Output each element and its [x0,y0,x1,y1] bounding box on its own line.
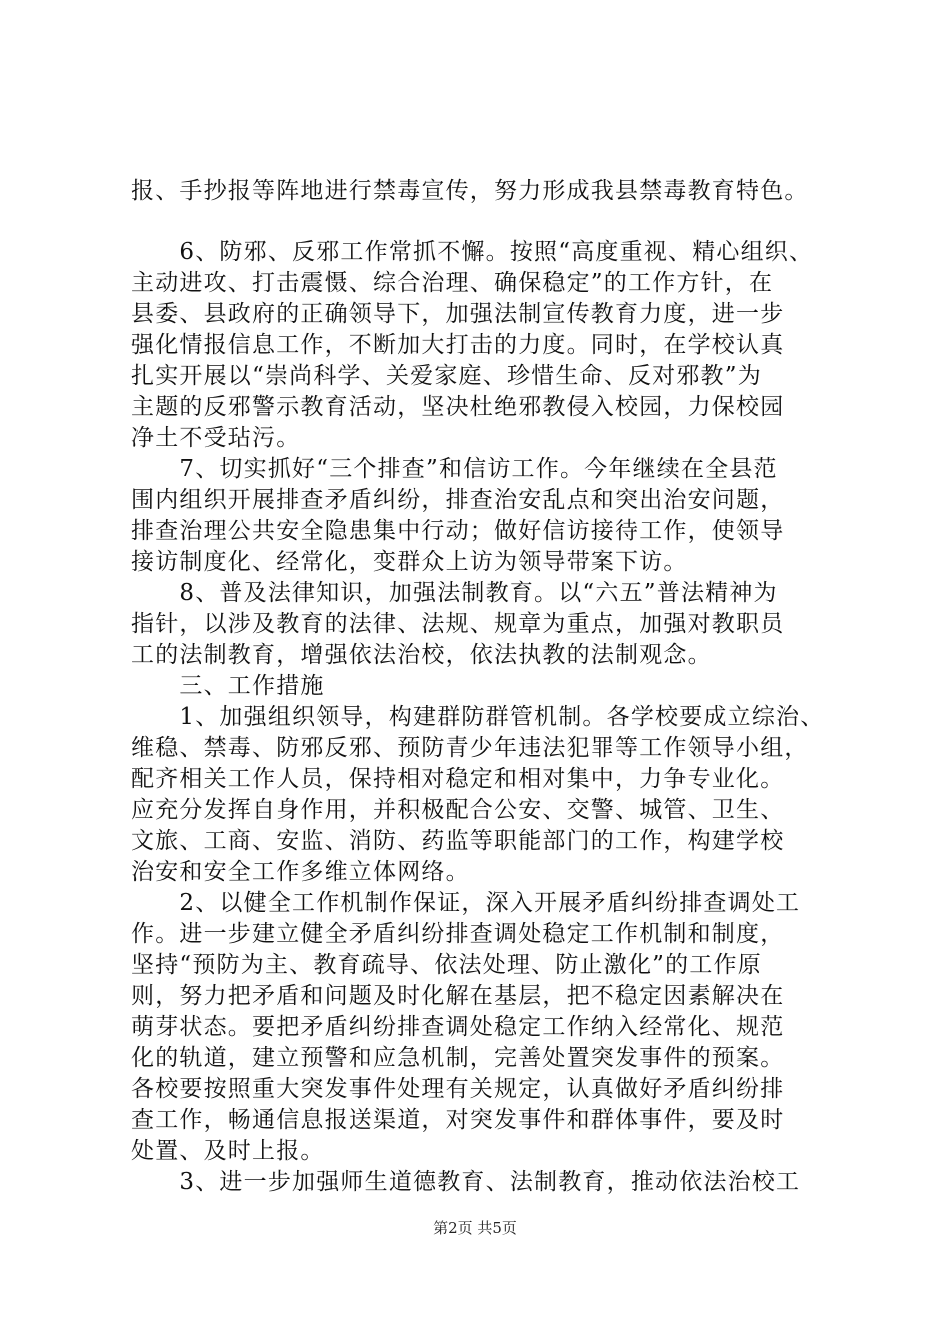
text-line: 文旅、工商、安监、消防、药监等职能部门的工作，构建学校 [131,828,785,854]
text-line: 作。进一步建立健全矛盾纠纷排查调处稳定工作机制和制度， [131,921,785,947]
text-line: 排查治理公共安全隐患集中行动；做好信访接待工作，使领导 [131,518,785,544]
text-line: 主动进攻、打击震慑、综合治理、确保稳定”的工作方针，在 [131,270,774,296]
text-line: 8、普及法律知识，加强法制教育。以“六五”普法精神为 [131,580,778,606]
text-line: 治安和安全工作多维立体网络。 [131,859,470,885]
text-line: 配齐相关工作人员，保持相对稳定和相对集中，力争专业化。 [131,766,785,792]
text-line: 坚持“预防为主、教育疏导、依法处理、防止激化”的工作原 [131,952,762,978]
text-line: 7、切实抓好“三个排查”和信访工作。今年继续在全县范 [131,456,778,482]
text-line: 扎实开展以“崇尚科学、关爱家庭、珍惜生命、反对邪教”为 [131,363,762,389]
text-line: 报、手抄报等阵地进行禁毒宣传，努力形成我县禁毒教育特色。 [131,178,809,204]
text-line: 围内组织开展排查矛盾纠纷，排查治安乱点和突出治安问题， [131,487,785,513]
text-line: 强化情报信息工作，不断加大打击的力度。同时，在学校认真 [131,332,785,358]
text-line: 萌芽状态。要把矛盾纠纷排查调处稳定工作纳入经常化、规范 [131,1014,785,1040]
text-line: 6、防邪、反邪工作常抓不懈。按照“高度重视、精心组织、 [131,239,814,265]
text-line: 接访制度化、经常化，变群众上访为领导带案下访。 [131,549,688,575]
text-line: 各校要按照重大突发事件处理有关规定，认真做好矛盾纠纷排 [131,1076,785,1102]
text-line: 工的法制教育，增强依法治校，依法执教的法制观念。 [131,642,712,668]
section-heading: 三、工作措施 [131,673,325,699]
text-line: 处置、及时上报。 [131,1138,325,1164]
page-number-footer: 第2页 共5页 [433,1219,517,1237]
text-line: 查工作，畅通信息报送渠道，对突发事件和群体事件，要及时 [131,1107,785,1133]
text-line: 净土不受玷污。 [131,425,301,451]
text-line: 1、加强组织领导，构建群防群管机制。各学校要成立综治、 [131,704,825,730]
text-line: 主题的反邪警示教育活动，坚决杜绝邪教侵入校园，力保校园 [131,394,785,420]
text-line: 维稳、禁毒、防邪反邪、预防青少年违法犯罪等工作领导小组， [131,735,809,761]
text-line: 化的轨道，建立预警和应急机制，完善处置突发事件的预案。 [131,1045,785,1071]
text-line: 3、进一步加强师生道德教育、法制教育，推动依法治校工 [131,1169,801,1195]
text-line: 2、以健全工作机制作保证，深入开展矛盾纠纷排查调处工 [131,890,801,916]
text-line: 指针，以涉及教育的法律、法规、规章为重点，加强对教职员 [131,611,785,637]
text-line: 县委、县政府的正确领导下，加强法制宣传教育力度，进一步 [131,301,785,327]
text-line: 应充分发挥自身作用，并积极配合公安、交警、城管、卫生、 [131,797,785,823]
text-line: 则，努力把矛盾和问题及时化解在基层，把不稳定因素解决在 [131,983,785,1009]
